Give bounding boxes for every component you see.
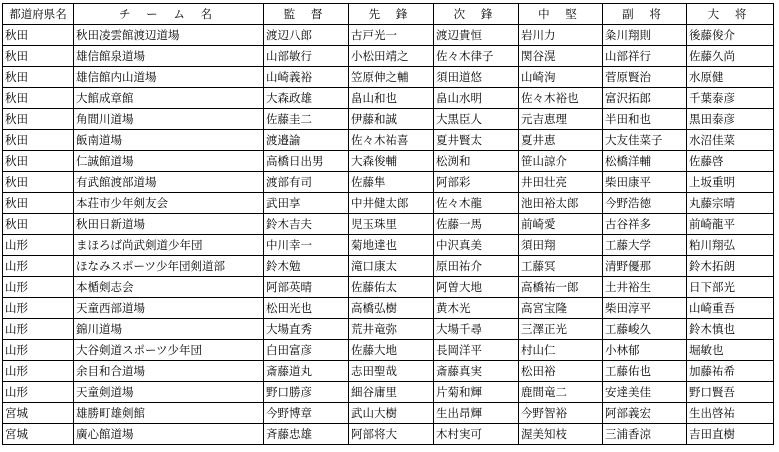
chuken-cell: 工藤冥 (519, 256, 603, 277)
taisho-cell: 千葉泰彦 (687, 88, 774, 109)
team-name-cell: 仁誠館道場 (74, 151, 264, 172)
coach-cell: 渡部有司 (264, 172, 349, 193)
taisho-cell: 鈴木拓朗 (687, 256, 774, 277)
senpo-cell: 菊地達也 (349, 235, 434, 256)
chuken-cell: 須田翔 (519, 235, 603, 256)
coach-cell: 高橋日出男 (264, 151, 349, 172)
prefecture-cell: 宮城 (3, 424, 74, 445)
team-name-cell: 天童剣道場 (74, 382, 264, 403)
table-body (3, 25, 774, 445)
senpo-cell: 高橋弘樹 (349, 298, 434, 319)
jiho-cell: 木村実可 (434, 424, 519, 445)
coach-cell: 佐藤圭二 (264, 109, 349, 130)
chuken-cell: 鹿間竜二 (519, 382, 603, 403)
team-name-cell: 天童西部道場 (74, 298, 264, 319)
table-row (3, 109, 774, 130)
taisho-cell: 水沼佳菜 (687, 130, 774, 151)
fukusho-cell: 工藤大学 (603, 235, 687, 256)
fukusho-cell: 安達美佳 (603, 382, 687, 403)
jiho-cell: 片菊和輝 (434, 382, 519, 403)
fukusho-cell: 柴田淳平 (603, 298, 687, 319)
team-name-cell: 大谷剣道スポーツ少年団 (74, 340, 264, 361)
fukusho-cell: 松橋洋輔 (603, 151, 687, 172)
senpo-cell: 畠山和也 (349, 88, 434, 109)
senpo-cell: 荒井竜弥 (349, 319, 434, 340)
coach-cell: 斉藤忠雄 (264, 424, 349, 445)
prefecture-cell: 山形 (3, 256, 74, 277)
table-row (3, 361, 774, 382)
header-chuken: 中 堅 (519, 4, 603, 25)
jiho-cell: 渡辺貴恒 (434, 25, 519, 46)
table-row (3, 67, 774, 88)
fukusho-cell: 土井裕生 (603, 277, 687, 298)
table-row (3, 424, 774, 445)
team-name-cell: 秋田日新道場 (74, 214, 264, 235)
table-row (3, 403, 774, 424)
team-name-cell: 錦川道場 (74, 319, 264, 340)
chuken-cell: 夏井恵 (519, 130, 603, 151)
table-row (3, 382, 774, 403)
coach-cell: 今野博章 (264, 403, 349, 424)
prefecture-cell: 秋田 (3, 25, 74, 46)
taisho-cell: 日下部光 (687, 277, 774, 298)
chuken-cell: 佐々木裕也 (519, 88, 603, 109)
senpo-cell: 佐藤隼 (349, 172, 434, 193)
coach-cell: 阿部英晴 (264, 277, 349, 298)
fukusho-cell: 工藤峻久 (603, 319, 687, 340)
prefecture-cell: 秋田 (3, 130, 74, 151)
fukusho-cell: 山部祥行 (603, 46, 687, 67)
team-name-cell: 飯南道場 (74, 130, 264, 151)
coach-cell: 山崎義裕 (264, 67, 349, 88)
header-jiho: 次 鋒 (434, 4, 519, 25)
table-row (3, 193, 774, 214)
senpo-cell: 笠原伸之輔 (349, 67, 434, 88)
team-name-cell: 大館成章館 (74, 88, 264, 109)
team-name-cell: 雄信館泉道場 (74, 46, 264, 67)
senpo-cell: 古戸光一 (349, 25, 434, 46)
table-row (3, 235, 774, 256)
prefecture-cell: 秋田 (3, 214, 74, 235)
prefecture-cell: 山形 (3, 298, 74, 319)
taisho-cell: 生出啓祐 (687, 403, 774, 424)
jiho-cell: 松渕和 (434, 151, 519, 172)
taisho-cell: 後藤俊介 (687, 25, 774, 46)
chuken-cell: 松田裕 (519, 361, 603, 382)
table-row (3, 319, 774, 340)
team-name-cell: 余目和合道場 (74, 361, 264, 382)
jiho-cell: 佐藤一馬 (434, 214, 519, 235)
jiho-cell: 阿曽大地 (434, 277, 519, 298)
jiho-cell: 佐々木律子 (434, 46, 519, 67)
table-row (3, 214, 774, 235)
team-name-cell: まほろば尚武剣道少年団 (74, 235, 264, 256)
fukusho-cell: 工藤佑也 (603, 361, 687, 382)
prefecture-cell: 山形 (3, 361, 74, 382)
jiho-cell: 夏井賢太 (434, 130, 519, 151)
jiho-cell: 中沢真美 (434, 235, 519, 256)
senpo-cell: 佐々木祐喜 (349, 130, 434, 151)
team-name-cell: 廣心館道場 (74, 424, 264, 445)
header-coach: 監 督 (264, 4, 349, 25)
team-name-cell: 雄勝町雄剣館 (74, 403, 264, 424)
taisho-cell: 吉田直樹 (687, 424, 774, 445)
senpo-cell: 志田聖哉 (349, 361, 434, 382)
chuken-cell: 高宮宝隆 (519, 298, 603, 319)
chuken-cell: 渥美知枝 (519, 424, 603, 445)
coach-cell: 鈴木勉 (264, 256, 349, 277)
coach-cell: 中川幸一 (264, 235, 349, 256)
table-row (3, 46, 774, 67)
senpo-cell: 佐藤佑太 (349, 277, 434, 298)
senpo-cell: 細谷庸里 (349, 382, 434, 403)
fukusho-cell: 大友佳菜子 (603, 130, 687, 151)
prefecture-cell: 秋田 (3, 46, 74, 67)
jiho-cell: 大場千尋 (434, 319, 519, 340)
header-row (3, 4, 774, 25)
fukusho-cell: 半田和也 (603, 109, 687, 130)
jiho-cell: 畠山水明 (434, 88, 519, 109)
prefecture-cell: 秋田 (3, 151, 74, 172)
coach-cell: 山部敏行 (264, 46, 349, 67)
team-name-cell: 秋田凌雲館渡辺道場 (74, 25, 264, 46)
prefecture-cell: 山形 (3, 382, 74, 403)
fukusho-cell: 今野浩徳 (603, 193, 687, 214)
senpo-cell: 滝口康太 (349, 256, 434, 277)
prefecture-cell: 秋田 (3, 67, 74, 88)
chuken-cell: 井田壮亮 (519, 172, 603, 193)
table-row (3, 172, 774, 193)
fukusho-cell: 富沢拓郎 (603, 88, 687, 109)
senpo-cell: 大森俊輔 (349, 151, 434, 172)
fukusho-cell: 粂川翔則 (603, 25, 687, 46)
table-row (3, 151, 774, 172)
taisho-cell: 堀敏也 (687, 340, 774, 361)
coach-cell: 野口勝彦 (264, 382, 349, 403)
header-senpo: 先 鋒 (349, 4, 434, 25)
team-name-cell: 角間川道場 (74, 109, 264, 130)
taisho-cell: 粕川翔弘 (687, 235, 774, 256)
chuken-cell: 岩川力 (519, 25, 603, 46)
coach-cell: 武田享 (264, 193, 349, 214)
senpo-cell: 児玉珠里 (349, 214, 434, 235)
header-taisho: 大 将 (687, 4, 774, 25)
senpo-cell: 阿部将大 (349, 424, 434, 445)
team-name-cell: 有武館渡部道場 (74, 172, 264, 193)
chuken-cell: 池田裕太郎 (519, 193, 603, 214)
taisho-cell: 水原健 (687, 67, 774, 88)
taisho-cell: 佐藤久尚 (687, 46, 774, 67)
fukusho-cell: 清野優那 (603, 256, 687, 277)
chuken-cell: 村山仁 (519, 340, 603, 361)
table-row (3, 298, 774, 319)
jiho-cell: 原田祐介 (434, 256, 519, 277)
header-fukusho: 副 将 (603, 4, 687, 25)
table-row (3, 277, 774, 298)
header-prefecture: 都道府県名 (3, 4, 74, 25)
team-name-cell: 本荘市少年剣友会 (74, 193, 264, 214)
prefecture-cell: 山形 (3, 235, 74, 256)
jiho-cell: 生出昂輝 (434, 403, 519, 424)
header-team-name: チ ー ム 名 (74, 4, 264, 25)
prefecture-cell: 秋田 (3, 172, 74, 193)
taisho-cell: 佐藤啓 (687, 151, 774, 172)
coach-cell: 渡辺八郎 (264, 25, 349, 46)
prefecture-cell: 山形 (3, 319, 74, 340)
prefecture-cell: 秋田 (3, 88, 74, 109)
prefecture-cell: 秋田 (3, 193, 74, 214)
chuken-cell: 前崎愛 (519, 214, 603, 235)
prefecture-cell: 山形 (3, 277, 74, 298)
taisho-cell: 山崎重吾 (687, 298, 774, 319)
taisho-cell: 黒田泰彦 (687, 109, 774, 130)
senpo-cell: 伊藤和誠 (349, 109, 434, 130)
table-row (3, 340, 774, 361)
fukusho-cell: 小林郁 (603, 340, 687, 361)
jiho-cell: 黄木光 (434, 298, 519, 319)
chuken-cell: 三澤正光 (519, 319, 603, 340)
fukusho-cell: 菅原賢治 (603, 67, 687, 88)
coach-cell: 白田富彦 (264, 340, 349, 361)
coach-cell: 大森政雄 (264, 88, 349, 109)
chuken-cell: 関谷滉 (519, 46, 603, 67)
team-name-cell: ほなみスポーツ少年団剣道部 (74, 256, 264, 277)
fukusho-cell: 柴田康平 (603, 172, 687, 193)
taisho-cell: 加藤祐希 (687, 361, 774, 382)
jiho-cell: 斎藤真実 (434, 361, 519, 382)
prefecture-cell: 宮城 (3, 403, 74, 424)
table-row (3, 256, 774, 277)
team-roster-table (2, 3, 774, 445)
prefecture-cell: 秋田 (3, 109, 74, 130)
fukusho-cell: 三浦香涼 (603, 424, 687, 445)
taisho-cell: 上坂重明 (687, 172, 774, 193)
senpo-cell: 小松田靖之 (349, 46, 434, 67)
chuken-cell: 元吉恵理 (519, 109, 603, 130)
table-row (3, 130, 774, 151)
prefecture-cell: 山形 (3, 340, 74, 361)
coach-cell: 斎藤道丸 (264, 361, 349, 382)
table-row (3, 88, 774, 109)
coach-cell: 松田光也 (264, 298, 349, 319)
taisho-cell: 鈴木慎也 (687, 319, 774, 340)
coach-cell: 渡邉諭 (264, 130, 349, 151)
senpo-cell: 中井健太郎 (349, 193, 434, 214)
team-name-cell: 本楯剣志会 (74, 277, 264, 298)
fukusho-cell: 古谷祥多 (603, 214, 687, 235)
taisho-cell: 野口賢吾 (687, 382, 774, 403)
chuken-cell: 高橋祐一郎 (519, 277, 603, 298)
jiho-cell: 大黒臣人 (434, 109, 519, 130)
senpo-cell: 武山大樹 (349, 403, 434, 424)
chuken-cell: 山崎洵 (519, 67, 603, 88)
team-name-cell: 雄信館内山道場 (74, 67, 264, 88)
chuken-cell: 今野智裕 (519, 403, 603, 424)
taisho-cell: 丸藤宗晴 (687, 193, 774, 214)
jiho-cell: 阿部彩 (434, 172, 519, 193)
coach-cell: 鈴木吉夫 (264, 214, 349, 235)
coach-cell: 大場直秀 (264, 319, 349, 340)
fukusho-cell: 阿部義宏 (603, 403, 687, 424)
senpo-cell: 佐藤大地 (349, 340, 434, 361)
table-row (3, 25, 774, 46)
chuken-cell: 笹山諒介 (519, 151, 603, 172)
taisho-cell: 前崎龍平 (687, 214, 774, 235)
jiho-cell: 長岡洋平 (434, 340, 519, 361)
jiho-cell: 須田道悠 (434, 67, 519, 88)
jiho-cell: 佐々木龍 (434, 193, 519, 214)
